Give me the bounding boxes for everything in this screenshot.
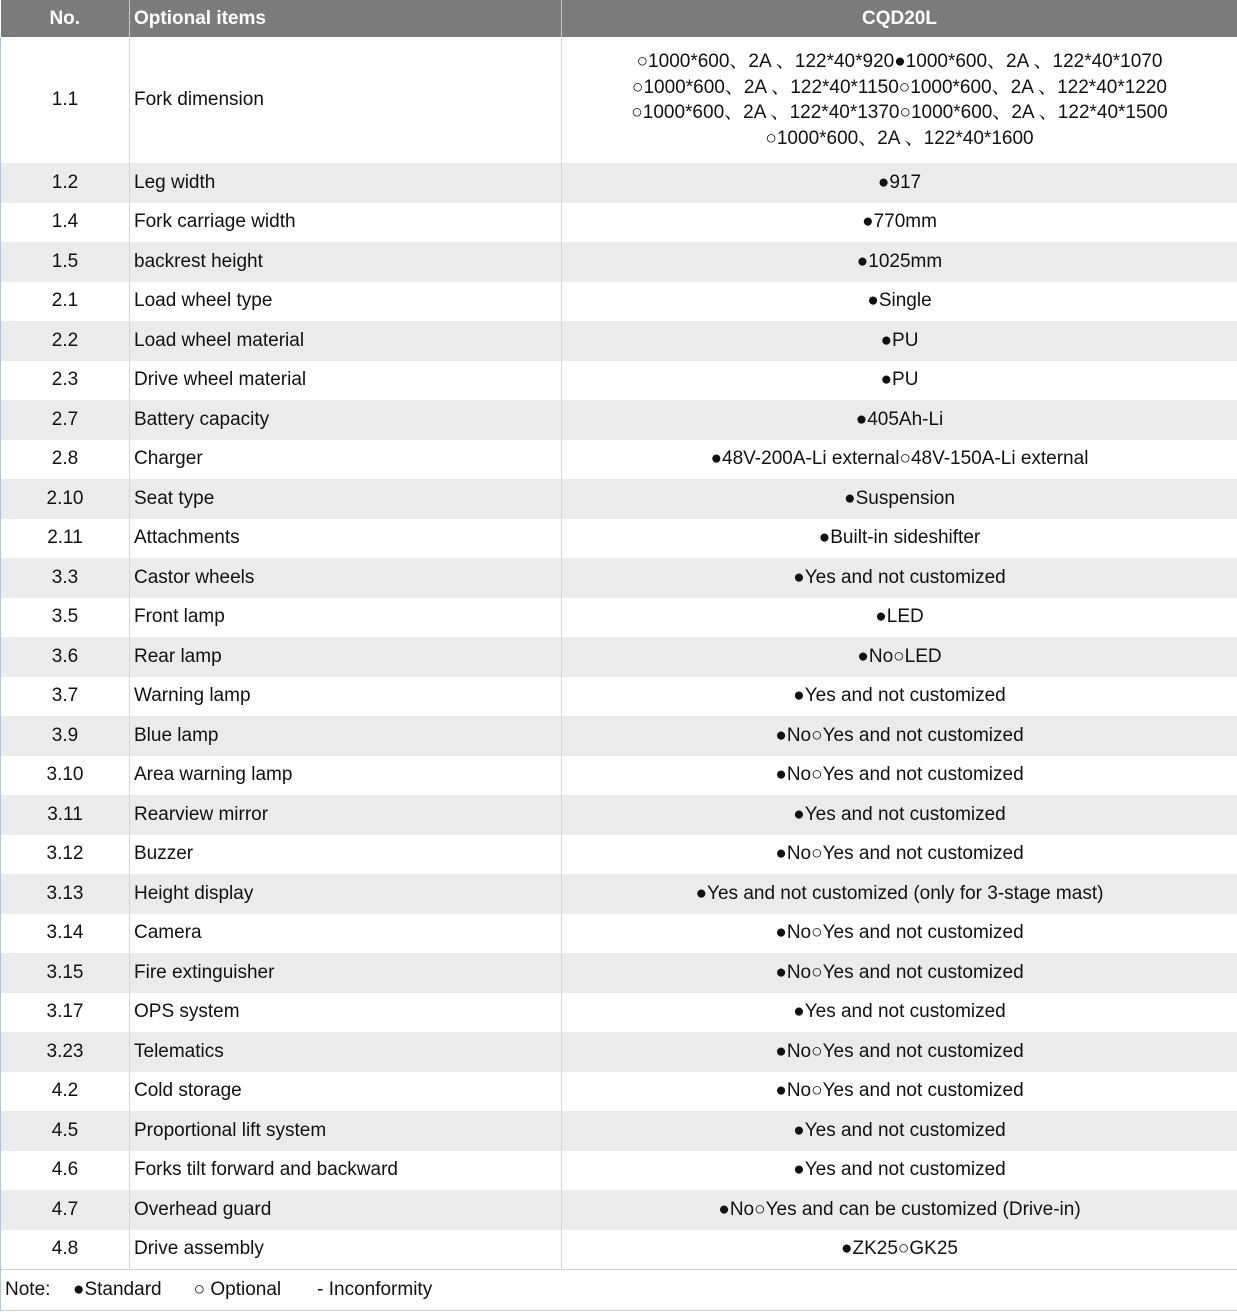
header-no: No.	[1, 0, 130, 37]
table-row	[1, 914, 1237, 954]
table-row	[1, 756, 1237, 796]
header-model: CQD20L	[562, 0, 1237, 37]
row-value: ●No○LED	[562, 637, 1237, 677]
row-number: 3.11	[1, 795, 130, 835]
row-value: ●LED	[562, 598, 1237, 638]
table-row	[1, 598, 1237, 638]
row-item-name: Seat type	[130, 479, 562, 519]
table-row	[1, 1111, 1237, 1151]
row-item-name: Attachments	[130, 519, 562, 559]
table-row	[1, 874, 1237, 914]
row-item-name: Drive assembly	[130, 1230, 562, 1270]
row-number: 3.9	[1, 716, 130, 756]
row-number: 4.7	[1, 1190, 130, 1230]
table-row	[1, 203, 1237, 243]
table-row	[1, 361, 1237, 401]
row-value: ●No○Yes and not customized	[562, 1072, 1237, 1112]
note-row	[1, 1270, 1237, 1311]
row-number: 2.3	[1, 361, 130, 401]
row-item-name: OPS system	[130, 993, 562, 1033]
row-number: 2.11	[1, 519, 130, 559]
row-value: ●48V-200A-Li external○48V-150A-Li external	[562, 440, 1237, 480]
row-item-name: Camera	[130, 914, 562, 954]
row-item-name: Cold storage	[130, 1072, 562, 1112]
row-number: 2.2	[1, 321, 130, 361]
row-value: ●No○Yes and can be customized (Drive-in)	[562, 1190, 1237, 1230]
row-value: ●No○Yes and not customized	[562, 953, 1237, 993]
row-value: ●PU	[562, 321, 1237, 361]
table-row	[1, 1230, 1237, 1270]
row-item-name: Drive wheel material	[130, 361, 562, 401]
table-row	[1, 558, 1237, 598]
row-number: 4.6	[1, 1151, 130, 1191]
table-header-row	[1, 0, 1237, 37]
note-optional: ○ Optional	[193, 1279, 282, 1300]
row-number: 3.7	[1, 677, 130, 717]
row-item-name: Blue lamp	[130, 716, 562, 756]
row-item-name: Rear lamp	[130, 637, 562, 677]
row-value: ●770mm	[562, 203, 1237, 243]
note-standard: ●Standard	[73, 1279, 162, 1300]
table-row	[1, 440, 1237, 480]
table-row	[1, 400, 1237, 440]
row-value: ●Yes and not customized	[562, 677, 1237, 717]
note-inconformity: - Inconformity	[317, 1279, 433, 1300]
row-value: ●No○Yes and not customized	[562, 716, 1237, 756]
row-item-name: Fork dimension	[130, 37, 562, 163]
row-number: 2.1	[1, 282, 130, 322]
row-item-name: Front lamp	[130, 598, 562, 638]
row-number: 3.23	[1, 1032, 130, 1072]
row-value: ●ZK25○GK25	[562, 1230, 1237, 1270]
row-item-name: Proportional lift system	[130, 1111, 562, 1151]
row-value: ●405Ah-Li	[562, 400, 1237, 440]
row-value: ●Built-in sideshifter	[562, 519, 1237, 559]
row-item-name: Battery capacity	[130, 400, 562, 440]
row-value: ●Single	[562, 282, 1237, 322]
row-item-name: Overhead guard	[130, 1190, 562, 1230]
row-number: 2.7	[1, 400, 130, 440]
legend-note	[1, 1270, 1237, 1311]
row-number: 3.6	[1, 637, 130, 677]
row-item-name: Warning lamp	[130, 677, 562, 717]
row-item-name: Height display	[130, 874, 562, 914]
row-value: ●No○Yes and not customized	[562, 914, 1237, 954]
row-value: ●No○Yes and not customized	[562, 1032, 1237, 1072]
row-number: 4.5	[1, 1111, 130, 1151]
row-value: ●Suspension	[562, 479, 1237, 519]
row-number: 3.14	[1, 914, 130, 954]
fork-dimension-line: ○1000*600、2A 、122*40*1150○1000*600、2A 、122*40*1220	[632, 76, 1167, 98]
row-number: 3.5	[1, 598, 130, 638]
row-item-name: Fork carriage width	[130, 203, 562, 243]
row-item-name: Buzzer	[130, 835, 562, 875]
row-value: ●917	[562, 163, 1237, 203]
table-row	[1, 1032, 1237, 1072]
row-item-name: Leg width	[130, 163, 562, 203]
row-number: 3.3	[1, 558, 130, 598]
fork-dimension-line: ○1000*600、2A 、122*40*920●1000*600、2A 、122*40*1070	[636, 51, 1163, 72]
table-row	[1, 479, 1237, 519]
fork-dimension-line: ○1000*600、2A 、122*40*1370○1000*600、2A 、122*40*1500	[631, 102, 1168, 123]
row-item-name: Telematics	[130, 1032, 562, 1072]
row-number: 3.13	[1, 874, 130, 914]
table-row	[1, 795, 1237, 835]
table-row	[1, 242, 1237, 282]
table-row	[1, 1151, 1237, 1191]
table-row	[1, 163, 1237, 203]
table-row	[1, 1190, 1237, 1230]
row-item-name: Load wheel type	[130, 282, 562, 322]
row-number: 4.2	[1, 1072, 130, 1112]
row-item-name: Rearview mirror	[130, 795, 562, 835]
table-row	[1, 993, 1237, 1033]
row-number: 3.10	[1, 756, 130, 796]
header-optional-items: Optional items	[130, 0, 562, 37]
table-row	[1, 716, 1237, 756]
row-number: 3.17	[1, 993, 130, 1033]
row-number: 1.2	[1, 163, 130, 203]
row-item-name: Fire extinguisher	[130, 953, 562, 993]
row-value: ●Yes and not customized	[562, 795, 1237, 835]
row-value: ●No○Yes and not customized	[562, 756, 1237, 796]
row-number: 3.15	[1, 953, 130, 993]
row-number: 1.4	[1, 203, 130, 243]
fork-dimension-line: ○1000*600、2A 、122*40*1600	[765, 127, 1034, 149]
row-value: ●Yes and not customized (only for 3-stage mast)	[562, 874, 1237, 914]
row-value	[562, 37, 1237, 163]
row-item-name: Forks tilt forward and backward	[130, 1151, 562, 1191]
row-value: ●Yes and not customized	[562, 558, 1237, 598]
row-item-name: Charger	[130, 440, 562, 480]
table-row	[1, 282, 1237, 322]
row-number: 2.10	[1, 479, 130, 519]
row-number: 2.8	[1, 440, 130, 480]
row-number: 3.12	[1, 835, 130, 875]
row-item-name: Load wheel material	[130, 321, 562, 361]
table-row	[1, 835, 1237, 875]
row-value: ●Yes and not customized	[562, 1151, 1237, 1191]
table-row-fork-dimension	[1, 37, 1237, 163]
row-value: ●Yes and not customized	[562, 1111, 1237, 1151]
row-value: ●Yes and not customized	[562, 993, 1237, 1033]
table-row	[1, 519, 1237, 559]
row-number: 1.1	[1, 37, 130, 163]
row-item-name: Castor wheels	[130, 558, 562, 598]
row-item-name: backrest height	[130, 242, 562, 282]
row-item-name: Area warning lamp	[130, 756, 562, 796]
table-row	[1, 321, 1237, 361]
row-number: 4.8	[1, 1230, 130, 1270]
table-row	[1, 1072, 1237, 1112]
table-row	[1, 953, 1237, 993]
table-row	[1, 677, 1237, 717]
row-value: ●1025mm	[562, 242, 1237, 282]
row-value: ●No○Yes and not customized	[562, 835, 1237, 875]
row-value: ●PU	[562, 361, 1237, 401]
table-row	[1, 637, 1237, 677]
note-label: Note:	[5, 1279, 51, 1300]
row-number: 1.5	[1, 242, 130, 282]
